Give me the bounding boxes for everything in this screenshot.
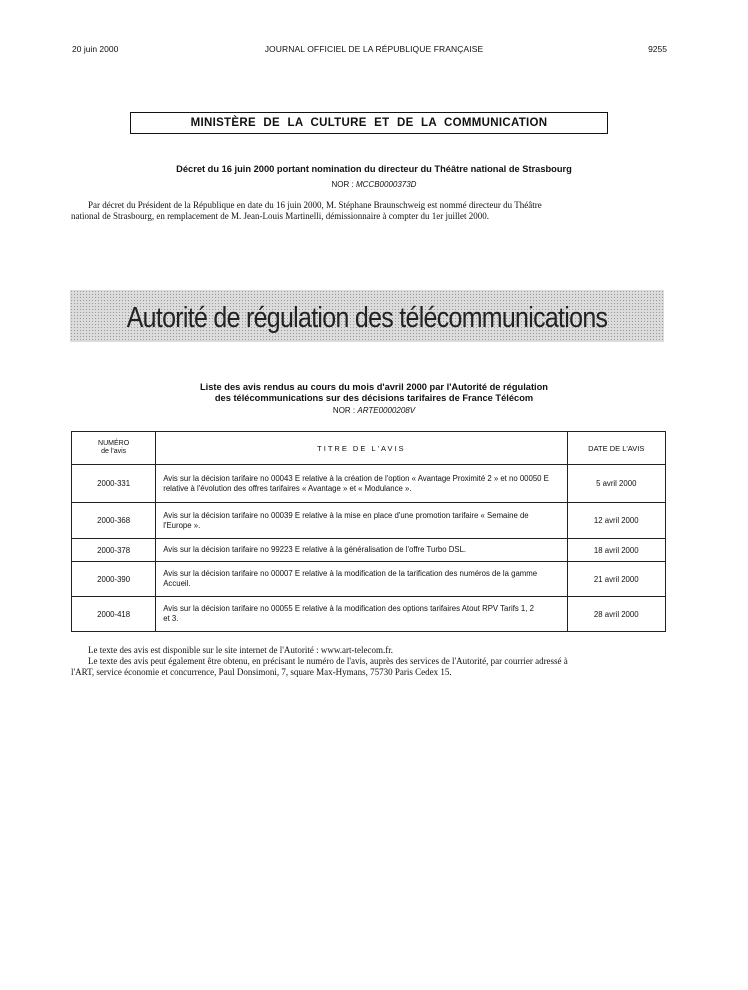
- header-numero: [72, 432, 156, 465]
- cell-titre-line1: Avis sur la décision tarifaire no 00043 E relative à la création de l'option « Avantage Proximité 2 » et no 00050 E: [163, 473, 549, 483]
- list-nor: [0, 406, 748, 415]
- cell-titre-line2: Accueil.: [163, 579, 191, 588]
- table-row: [72, 597, 666, 632]
- table-row: [72, 503, 666, 539]
- cell-titre: [156, 465, 567, 503]
- journal-title: JOURNAL OFFICIEL DE LA RÉPUBLIQUE FRANÇAISE: [264, 44, 484, 54]
- cell-date: 18 avril 2000: [567, 539, 665, 562]
- footer-note-postal: [71, 656, 666, 678]
- avis-table: [71, 431, 666, 632]
- ministry-heading: MINISTÈRE DE LA CULTURE ET DE LA COMMUNICATION: [130, 112, 608, 134]
- header-date: DATE DE L'AVIS: [567, 432, 665, 465]
- table-header-row: [72, 432, 666, 465]
- cell-date: 5 avril 2000: [567, 465, 665, 503]
- nor-code: ARTE0000208V: [357, 406, 416, 415]
- decree-text: [71, 200, 664, 222]
- table-row: [72, 539, 666, 562]
- running-header: [0, 44, 748, 58]
- cell-titre-line2: relative à l'évolution des offres tarifaires « Avantage » et « Modulance ».: [163, 483, 412, 493]
- decree-text-line1: Par décret du Président de la République en date du 16 juin 2000, M. Stéphane Braunschweig est nommé directeur du Théâtre: [88, 200, 542, 210]
- cell-numero: 2000-418: [72, 597, 156, 632]
- cell-titre: [156, 503, 567, 539]
- cell-titre-line2: l'Europe ».: [163, 520, 201, 530]
- cell-date: 21 avril 2000: [567, 562, 665, 597]
- decree-nor: [0, 180, 748, 189]
- header-titre: TITRE DE L'AVIS: [156, 432, 567, 465]
- header-numero-line2: de l'avis: [101, 448, 127, 455]
- decree-text-line2: national de Strasbourg, en remplacement de M. Jean-Louis Martinelli, démissionnaire à compter du 1er juillet 2000.: [71, 211, 489, 221]
- footer-note-line2: l'ART, service économie et concurrence, Paul Donsimoni, 7, square Max-Hymans, 75730 Paris Cedex 15.: [71, 667, 452, 677]
- nor-label: NOR :: [332, 406, 356, 415]
- cell-date: 12 avril 2000: [567, 503, 665, 539]
- authority-banner-title: Autorité de régulation des télécommunications: [126, 302, 608, 334]
- cell-titre-line1: Avis sur la décision tarifaire no 99223 E relative à la généralisation de l'offre Turbo DSL.: [163, 545, 467, 554]
- list-title: [0, 382, 748, 404]
- cell-titre: [156, 562, 567, 597]
- list-title-line1: Liste des avis rendus au cours du mois d'avril 2000 par l'Autorité de régulation: [200, 382, 548, 392]
- cell-titre-line1: Avis sur la décision tarifaire no 00039 E relative à la mise en place d'une promotion tarifaire « Semaine de: [163, 510, 529, 520]
- table-row: [72, 562, 666, 597]
- cell-titre-line1: Avis sur la décision tarifaire no 00055 E relative à la modification des options tarifaires Atout RPV Tarifs 1, 2: [163, 604, 534, 613]
- cell-numero: 2000-368: [72, 503, 156, 539]
- list-title-line2: des télécommunications sur des décisions tarifaires de France Télécom: [214, 393, 534, 403]
- table-row: [72, 465, 666, 503]
- cell-numero: 2000-378: [72, 539, 156, 562]
- cell-titre: [156, 597, 567, 632]
- decree-title: Décret du 16 juin 2000 portant nomination du directeur du Théâtre national de Strasbourg: [176, 164, 572, 174]
- nor-code: MCCB0000373D: [355, 180, 417, 189]
- header-date: 20 juin 2000: [72, 44, 119, 54]
- header-numero-line1: NUMÉRO: [98, 440, 130, 447]
- nor-label: NOR :: [331, 180, 354, 189]
- footer-note-website: Le texte des avis est disponible sur le site internet de l'Autorité : www.art-telecom.fr.: [88, 645, 393, 655]
- cell-titre-line1: Avis sur la décision tarifaire no 00007 E relative à la modification de la tarification des numéros de la gamme: [163, 569, 538, 578]
- cell-date: 28 avril 2000: [567, 597, 665, 632]
- cell-numero: 2000-390: [72, 562, 156, 597]
- footer-note-line1: Le texte des avis peut également être obtenu, en précisant le numéro de l'avis, auprès des services de l'Autorité, par courrier adressé à: [88, 656, 568, 666]
- cell-titre-line2: et 3.: [163, 614, 179, 623]
- page-number: 9255: [648, 44, 667, 54]
- cell-numero: 2000-331: [72, 465, 156, 503]
- cell-titre: [156, 539, 567, 562]
